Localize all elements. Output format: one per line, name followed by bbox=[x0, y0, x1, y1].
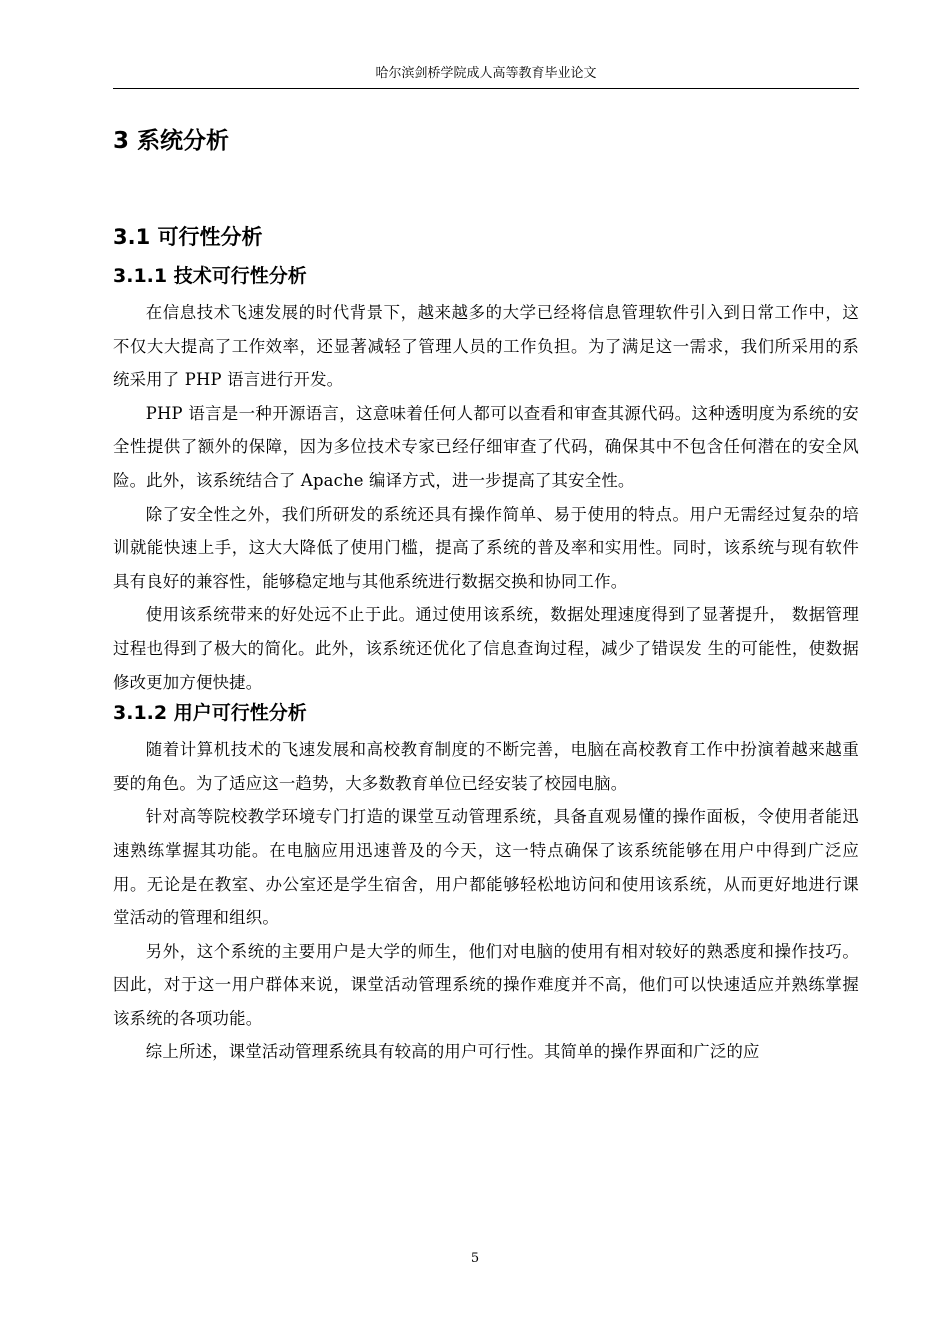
paragraph: 综上所述，课堂活动管理系统具有较高的用户可行性。其简单的操作界面和广泛的应 bbox=[145, 1042, 760, 1062]
subsection-title-user: 3.1.2 用户可行性分析 bbox=[113, 702, 307, 725]
section-title: 3.1 可行性分析 bbox=[113, 225, 263, 249]
paragraph: 除了安全性之外，我们所研发的系统还具有操作简单、易于使用的特点。用户无需经过复杂的培训就能快速上手，这大大降低了使用门槛，提高了系统的普及率和实用性。同时，该系统与现有软件具有良好的兼容性，能够稳定地与其他系统进行数据交换和协同工作。 bbox=[113, 504, 859, 591]
page-number: 5 bbox=[470, 1251, 480, 1266]
paragraph: PHP 语言是一种开源语言，这意味着任何人都可以查看和审查其源代码。这种透明度为系统的安全性提供了额外的保障，因为多位技术专家已经仔细审查了代码，确保其中不包含任何潜在的安全风险。此外，该系统结合了 Apache 编译方式，进一步提高了其安全性。 bbox=[113, 403, 859, 490]
page-content bbox=[113, 112, 859, 1069]
paragraph: 随着计算机技术的飞速发展和高校教育制度的不断完善，电脑在高校教育工作中扮演着越来越重要的角色。为了适应这一趋势，大多数教育单位已经安装了校园电脑。 bbox=[113, 740, 859, 793]
paragraph: 针对高等院校教学环境专门打造的课堂互动管理系统，具备直观易懂的操作面板，令使用者能迅速熟练掌握其功能。在电脑应用迅速普及的今天，这一特点确保了该系统能够在用户中得到广泛应用。无论是在教室、办公室还是学生宿舍，用户都能够轻松地访问和使用该系统，从而更好地进行课堂活动的管理和组织。 bbox=[113, 807, 859, 928]
paragraph: 另外，这个系统的主要用户是大学的师生，他们对电脑的使用有相对较好的熟悉度和操作技巧。因此，对于这一用户群体来说，课堂活动管理系统的操作难度并不高，他们可以快速适应并熟练掌握该系统的各项功能。 bbox=[113, 941, 859, 1028]
paragraph: 使用该系统带来的好处远不止于此。通过使用该系统，数据处理速度得到了显著提升， 数据管理过程也得到了极大的简化。此外，该系统还优化了信息查询过程，减少了错误发 生的可能性，使数据修改更加方便快捷。 bbox=[113, 605, 859, 692]
chapter-title: 3 系统分析 bbox=[113, 128, 230, 154]
subsection-title-technical: 3.1.1 技术可行性分析 bbox=[113, 265, 307, 287]
header-title: 哈尔滨剑桥学院成人高等教育毕业论文 bbox=[375, 66, 597, 81]
page-header bbox=[113, 64, 859, 89]
paragraph: 在信息技术飞速发展的时代背景下，越来越多的大学已经将信息管理软件引入到日常工作中，这不仅大大提高了工作效率，还显著减轻了管理人员的工作负担。为了满足这一需求，我们所采用的系统采用了 PHP 语言进行开发。 bbox=[113, 303, 859, 390]
